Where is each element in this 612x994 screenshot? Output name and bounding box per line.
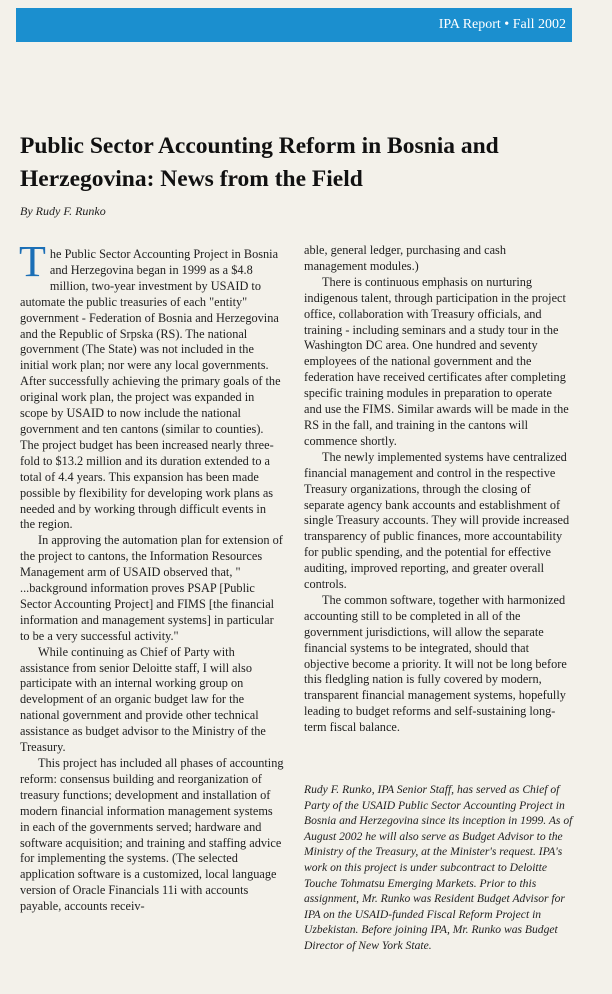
- paragraph: While continuing as Chief of Party with assistance from senior Deloitte staff, I will also participate with an internal working group on development of an organic budget law for the national government and provide other technical assistance as budget advisor to the Ministry of the Treasury.: [20, 644, 266, 755]
- paragraph: This project has included all phases of accounting reform: consensus building and reorganization of treasury functions; development and installation of modern financial information management systems in each of the governments served; hardware and software acquisition; and training and staffing advice for implementing the systems. (The selected application software is a customized, local language version of Oracle Financials 11i with accounts payable, accounts receiv-: [20, 756, 284, 914]
- article-title: Public Sector Accounting Reform in Bosnia and Herzegovina: News from the Field: [20, 133, 499, 192]
- header-band: [16, 8, 572, 42]
- drop-cap: T: [19, 237, 46, 286]
- byline: By Rudy F. Runko: [20, 204, 106, 218]
- paragraph: able, general ledger, purchasing and cash management modules.): [304, 243, 506, 273]
- paragraph: The common software, together with harmonized accounting still to be completed in all of the government jurisdictions, will allow the separate financial systems to be integrated, should that objective become a priority. It will not be long before this fledgling nation is fully covered by modern, transparent financial management systems, hopefully leading to budget reforms and self-sustaining long-term fiscal balance.: [304, 592, 567, 735]
- left-column: [19, 237, 284, 915]
- paragraph: The newly implemented systems have centralized financial management and control in the respective Treasury organizations, through the closing of separate agency bank accounts and establishment of single Treasury accounts. They will provide increased transparency of public finances, more accountability for public spending, and the potential for effective auditing, improved reporting, and greater overall controls.: [304, 449, 570, 592]
- paragraph: In approving the automation plan for extension of the project to cantons, the Information Resources Management arm of USAID observed that, " ...background information proves PSAP [Public Sector Accounting Project] and FIMS [the financial information and management systems] in particular to be a very successful activity.": [20, 533, 283, 643]
- right-column: [304, 243, 570, 736]
- paragraph: There is continuous emphasis on nurturing indigenous talent, through participation in the project office, collaboration with Treasury officials, and training - including seminars and a study tour in the Washington DC area. One hundred and seventy employees of the national government and the federation have received certificates after completing specific training modules in preparation to operate and use the FIMS. Similar awards will be made in the RS in the fall, and training in the cantons will commence shortly.: [304, 274, 569, 448]
- paragraph-text: he Public Sector Accounting Project in Bosnia and Herzegovina began in 1999 as a $4.8 million, two-year investment by USAID to automate the public treasuries of each "entity" government - Federation of Bosnia and Herzegovina and the Republic of Srpska (RS). The national government (The State) was not included in the initial work plan; nor were any local governments. After successfully achieving the primary goals of the original work plan, the project was expanded in scope by USAID to now include the national government and ten cantons (similar to counties). The project budget has been increased nearly three-fold to $13.2 million and its duration extended to a total of 4.4 years. This expansion has been made possible by flexibility for developing work plans as needed and by working through difficult events in the region.: [20, 247, 281, 532]
- report-header: IPA Report • Fall 2002: [438, 17, 566, 32]
- paragraph: [19, 237, 284, 533]
- author-bio: Rudy F. Runko, IPA Senior Staff, has served as Chief of Party of the USAID Public Sector Accounting Project in Bosnia and Herzegovina since its inception in 1999. As of August 2002 he will also serve as Budget Advisor to the Ministry of the Treasury, at the Minister's request. IPA's work on this project is under subcontract to Deloitte Touche Tohmatsu Emerging Markets. Prior to this assignment, Mr. Runko was Resident Budget Advisor for IPA on the USAID-funded Fiscal Reform Project in Uzbekistan. Before joining IPA, Mr. Runko was Budget Director of New York State.: [304, 783, 573, 952]
